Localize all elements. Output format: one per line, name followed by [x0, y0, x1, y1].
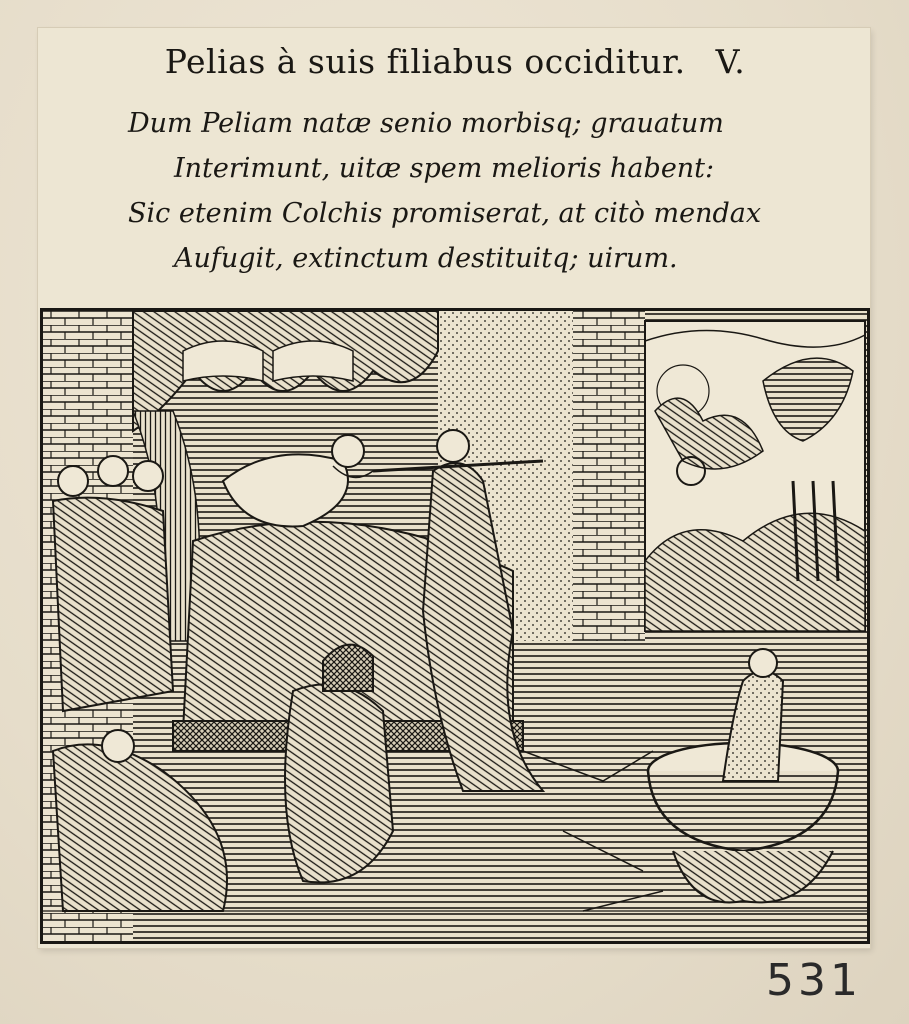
woodcut-illustration: [40, 308, 870, 944]
title-text: Pelias à suis filiabus occiditur.: [164, 42, 686, 81]
left-daughters-bodies: [53, 498, 173, 711]
canopy-valance-2: [273, 341, 353, 381]
verse-line-3: Sic etenim Colchis promiserat, at citò mendax: [128, 198, 762, 229]
left-daughter-head-2: [98, 456, 128, 486]
verse-line-2: Interimunt, uitæ spem melioris habent:: [174, 153, 715, 184]
page-title: [40, 42, 870, 81]
woodcut-drawing: [43, 311, 867, 941]
sleeping-guard-center: [285, 684, 393, 882]
verse-line-4: Aufugit, extinctum destituitq; uirum.: [174, 243, 678, 274]
handwritten-folio-number: 531: [766, 955, 862, 1006]
section-numeral: V.: [715, 42, 746, 81]
pelias-head: [332, 435, 364, 467]
canopy-valance: [183, 341, 263, 381]
guard-left-head: [102, 730, 134, 762]
verse-line-1: Dum Peliam natæ senio morbisq; grauatum: [128, 108, 724, 139]
central-brick-pillar: [573, 311, 645, 641]
left-daughter-head-3: [133, 461, 163, 491]
left-daughter-head-1: [58, 466, 88, 496]
daughter-head: [437, 430, 469, 462]
ram-head: [749, 649, 777, 677]
caption-block: [40, 28, 870, 308]
